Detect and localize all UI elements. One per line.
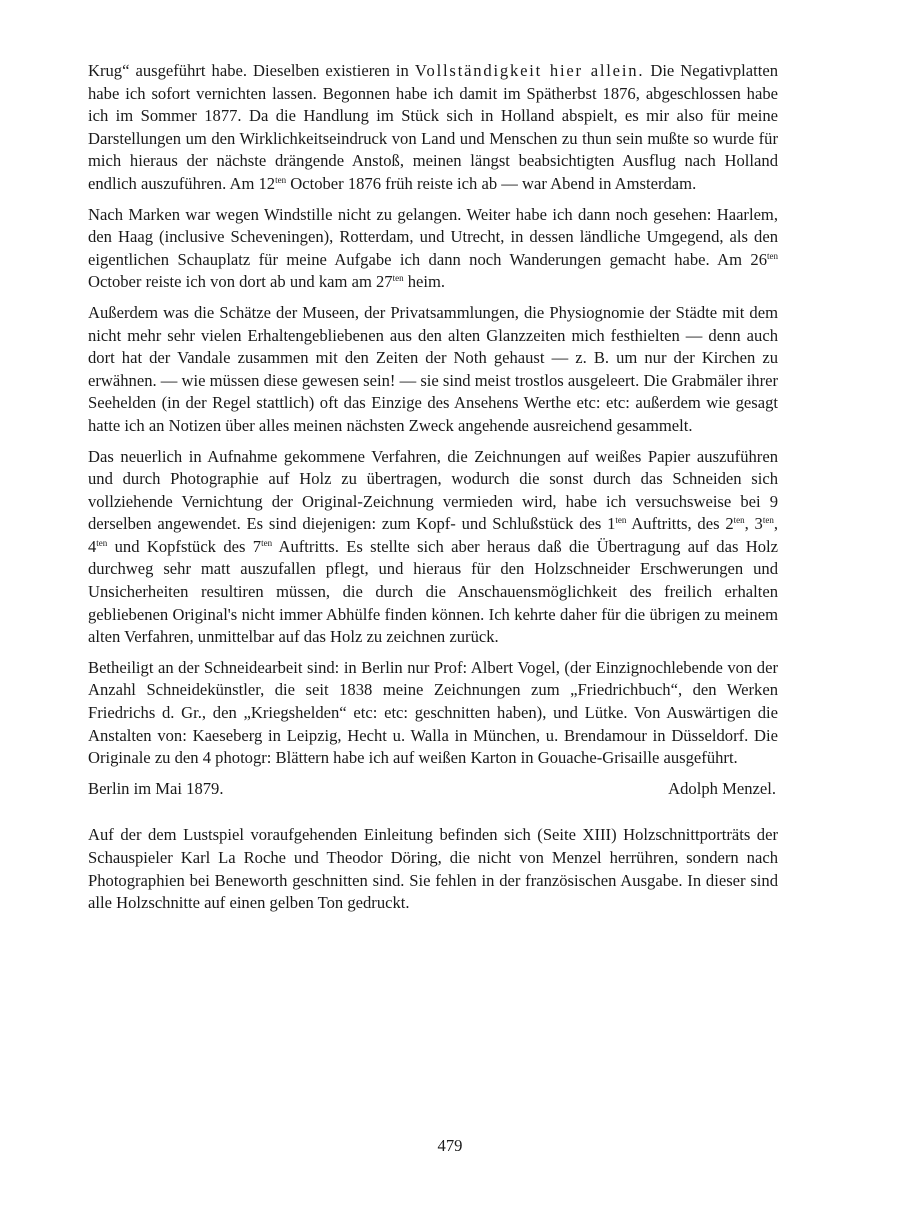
text-run: Nach Marken war wegen Windstille nicht zu gelangen. Weiter habe ich dann noch gesehen: Haarlem, den Haag (inclusive Scheveningen), Rotterdam, und Utrecht, in dessen ländliche Umgegend, als den eigentlichen Schauplatz für meine Aufgabe ich dann noch Wanderungen gemacht habe. Am 26 (88, 204, 778, 269)
paragraph-1 (88, 60, 778, 196)
text-run: , 4 (88, 514, 779, 556)
text-run: Krug“ ausgeführt habe. Dieselben existieren in (88, 61, 415, 80)
superscript: ten (762, 515, 774, 526)
superscript: ten (767, 250, 778, 261)
body-text (88, 60, 778, 923)
paragraph-4 (88, 446, 778, 649)
spaced-emphasis: Vollständigkeit hier allein. (414, 61, 645, 80)
paragraph-5: Betheiligt an der Schneidearbeit sind: in Berlin nur Prof: Albert Vogel, (der Einzignochlebende von der Anzahl Schneidekünstler, die seit 1838 meine Zeichnungen zum „Friedrichbuch“, den Werken Friedrichs d. Gr., den „Kriegshelden“ etc: etc: geschnitten haben), und Lütke. Von Auswärtigen die Anstalten von: Kaeseberg in Leipzig, Hecht u. Walla in München, u. Brendamour in Düsseldorf. Die Originale zu den 4 photogr: Blättern habe ich auf weißen Karton in Gouache-Grisaille ausgeführt. (88, 657, 778, 768)
paragraph-6: Auf der dem Lustspiel voraufgehenden Einleitung befinden sich (Seite XIII) Holzschnittporträts der Schauspieler Karl La Roche und Theodor Döring, die nicht von Menzel herrühren, sondern nach Photographien bei Beneworth geschnitten sind. Sie fehlen in der französischen Ausgabe. In dieser sind alle Holzschnitte auf einen gelben Ton gedruckt. (88, 825, 778, 913)
text-run: und Kopfstück des 7 (107, 536, 262, 556)
superscript: ten (392, 273, 404, 284)
paragraph-2 (88, 204, 778, 294)
text-run: , 3 (744, 514, 763, 534)
superscript: ten (615, 515, 627, 526)
superscript: ten (733, 515, 745, 526)
text-run: Die Negativplatten habe ich sofort vernichten lassen. Begonnen habe ich damit im Spätherbst 1876, abgeschlossen habe ich im Sommer 1877. Da die Handlung im Stück sich in Holland abspielt, es mir also für meine Darstellungen um den Wirklichkeitseindruck von Land und Menschen zu thun sein mußte so wurde für mich hieraus der nächste drängende Anstoß, meinen längst beabsichtigten Ausflug nach Holland endlich auszuführen. Am 12 (88, 61, 778, 193)
text-run: Auftritts, des 2 (626, 514, 734, 534)
signature-name: Adolph Menzel. (668, 778, 776, 798)
text-run: Das neuerlich in Aufnahme gekommene Verfahren, die Zeichnungen auf weißes Papier auszuführen und durch Photographie auf Holz zu übertragen, wodurch die sonst durch das Schneiden sich vollziehende Vernichtung der Original-Zeichnung vermieden wird, habe ich versuchsweise bei 9 derselben angewendet. Es sind diejenigen: zum Kopf- und Schlußstück des 1 (88, 446, 778, 534)
superscript: ten (96, 537, 108, 548)
signature-line (88, 778, 778, 801)
signature-place-date: Berlin im Mai 1879. (88, 778, 224, 798)
text-run: October reiste ich von dort ab und kam am 27 (88, 272, 393, 292)
text-run: heim. (403, 272, 446, 292)
superscript: ten (275, 174, 287, 185)
text-run: Auftritts. Es stellte sich aber heraus daß die Übertragung auf das Holz durchweg sehr matt auszufallen pflegt, und hieraus für den Holzschneider Erschwerungen und Unsicherheiten resultiren müssen, die durch die Anschauensmöglichkeit des freilich erhalten gebliebenen Original's nicht immer Abhülfe finden können. Ich kehrte daher für die übrigen zu meinem alten Verfahren, unmittelbar auf das Holz zu zeichnen zurück. (88, 536, 779, 647)
page-number: 479 (437, 1136, 463, 1155)
paragraph-3: Außerdem was die Schätze der Museen, der Privatsammlungen, die Physiognomie der Städte mit dem nicht mehr sehr vielen Erhaltengebliebenen aus den alten Glanzzeiten mich festhielten — denn auch dort hat der Vandale zusammen mit den Zeiten der Noth gehaust — z. B. um nur der Kirchen zu erwähnen. — wie müssen diese gewesen sein! — sie sind meist trostlos ausgeleert. Die Grabmäler ihrer Seehelden (in der Regel stattlich) oft das Einzige des Ansehens Werthe etc: etc: außerdem wie gesagt hatte ich an Notizen über alles meinen nächsten Zweck angehende ausreichend gesammelt. (88, 302, 778, 435)
text-run: October 1876 früh reiste ich ab — war Abend in Amsterdam. (286, 173, 697, 193)
superscript: ten (261, 537, 273, 548)
